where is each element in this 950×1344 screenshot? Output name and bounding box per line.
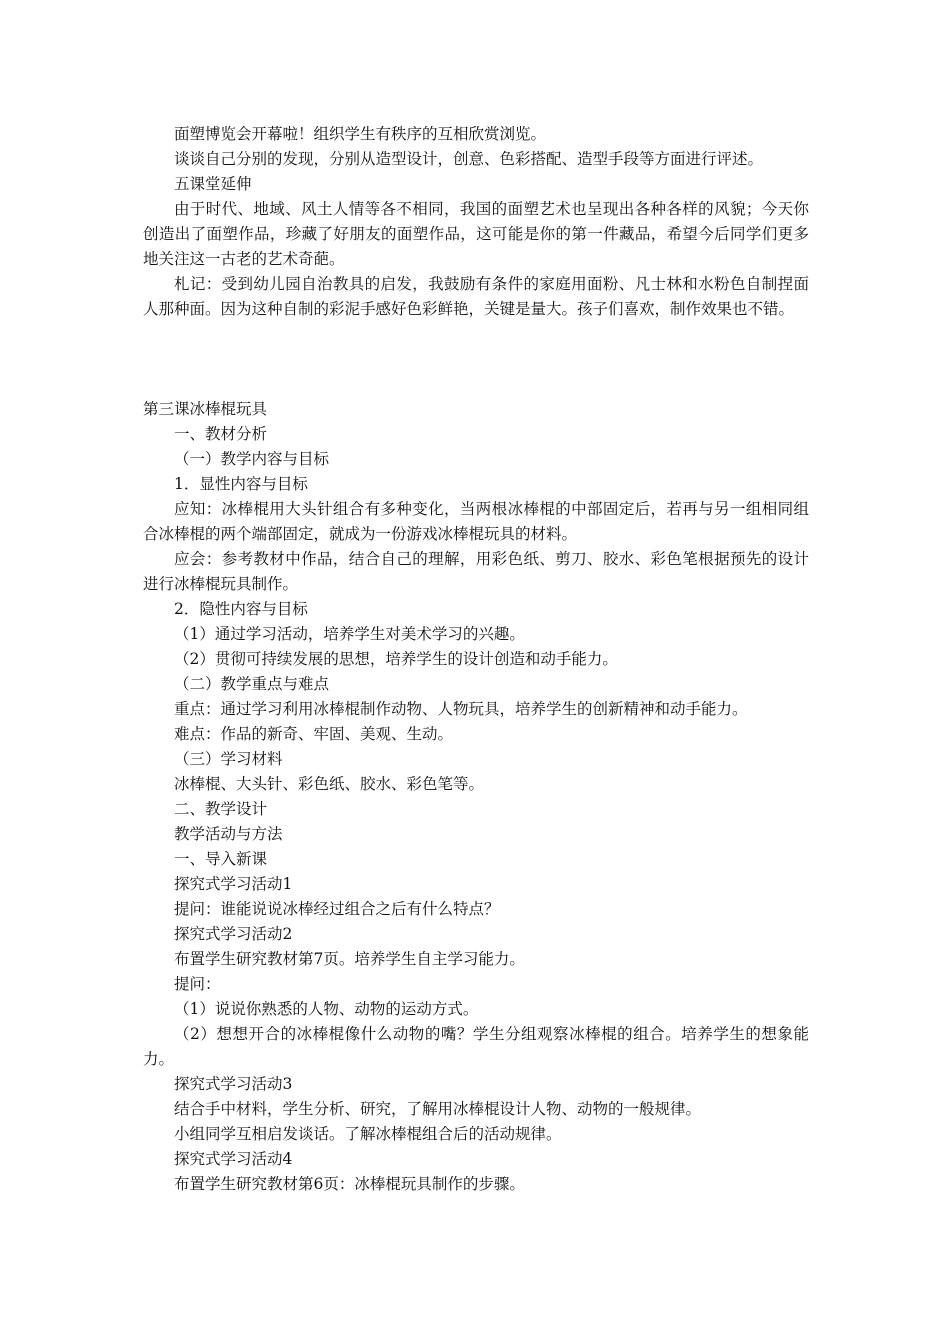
paragraph: 布置学生研究教材第7页。培养学生自主学习能力。	[174, 950, 525, 968]
activity-heading: 探究式学习活动4	[174, 1150, 293, 1168]
paragraph: （1）说说你熟悉的人物、动物的运动方式。	[174, 1000, 479, 1018]
paragraph: 提问：谁能说说冰棒经过组合之后有什么特点？	[174, 900, 500, 918]
activity-heading: 探究式学习活动1	[174, 875, 293, 893]
paragraph: 提问：	[174, 975, 221, 993]
paragraph: 重点：通过学习利用冰棒棍制作动物、人物玩具，培养学生的创新精神和动手能力。	[174, 700, 748, 718]
subsection-heading: 1．显性内容与目标	[174, 475, 308, 493]
subsection-heading: 2．隐性内容与目标	[174, 600, 308, 618]
paragraph: 布置学生研究教材第6页：冰棒棍玩具制作的步骤。	[174, 1175, 525, 1193]
paragraph: 难点：作品的新奇、牢固、美观、生动。	[174, 725, 454, 743]
paragraph: （1）通过学习活动，培养学生对美术学习的兴趣。	[174, 625, 525, 643]
paragraph: 应知：冰棒棍用大头针组合有多种变化，当两根冰棒棍的中部固定后，若再与另一组相同组合冰棒棍的两个端部固定，就成为一份游戏冰棒棍玩具的材料。	[143, 500, 809, 543]
paragraph: 札记：受到幼儿园自治教具的启发，我鼓励有条件的家庭用面粉、凡士林和水粉色自制捏面人那种面。因为这种自制的彩泥手感好色彩鲜艳，关键是量大。孩子们喜欢，制作效果也不错。	[143, 275, 809, 318]
paragraph: 面塑博览会开幕啦！组织学生有秩序的互相欣赏浏览。	[174, 125, 547, 143]
paragraph: （2）贯彻可持续发展的思想，培养学生的设计创造和动手能力。	[174, 650, 618, 668]
subsection-heading: （二）教学重点与难点	[174, 675, 330, 693]
section-heading: 五课堂延伸	[174, 175, 252, 193]
section-heading: 一、导入新课	[174, 850, 268, 868]
subsection-heading: （一）教学内容与目标	[174, 450, 330, 468]
paragraph: （2）想想开合的冰棒棍像什么动物的嘴？学生分组观察冰棒棍的组合。培养学生的想象能力。	[143, 1025, 809, 1068]
activity-heading: 探究式学习活动3	[174, 1075, 293, 1093]
paragraph: 小组同学互相启发谈话。了解冰棒棍组合后的活动规律。	[174, 1125, 562, 1143]
paragraph: 教学活动与方法	[174, 825, 283, 843]
paragraph: 谈谈自己分别的发现，分别从造型设计，创意、色彩搭配、造型手段等方面进行评述。	[174, 150, 764, 168]
activity-heading: 探究式学习活动2	[174, 925, 293, 943]
document-page	[143, 122, 809, 1197]
paragraph: 由于时代、地域、风土人情等各不相同，我国的面塑艺术也呈现出各种各样的风貌；今天你创造出了面塑作品，珍藏了好朋友的面塑作品，这可能是你的第一件藏品，希望今后同学们更多地关注这一古老的艺术奇葩。	[143, 200, 809, 268]
paragraph: 结合手中材料，学生分析、研究，了解用冰棒棍设计人物、动物的一般规律。	[174, 1100, 702, 1118]
lesson-title: 第三课冰棒棍玩具	[143, 400, 268, 418]
paragraph: 冰棒棍、大头针、彩色纸、胶水、彩色笔等。	[174, 775, 485, 793]
blank-space	[143, 322, 809, 397]
paragraph: 应会：参考教材中作品，结合自己的理解，用彩色纸、剪刀、胶水、彩色笔根据预先的设计进行冰棒棍玩具制作。	[143, 550, 809, 593]
section-heading: 二、教学设计	[174, 800, 268, 818]
section-heading: 一、教材分析	[174, 425, 268, 443]
subsection-heading: （三）学习材料	[174, 750, 283, 768]
